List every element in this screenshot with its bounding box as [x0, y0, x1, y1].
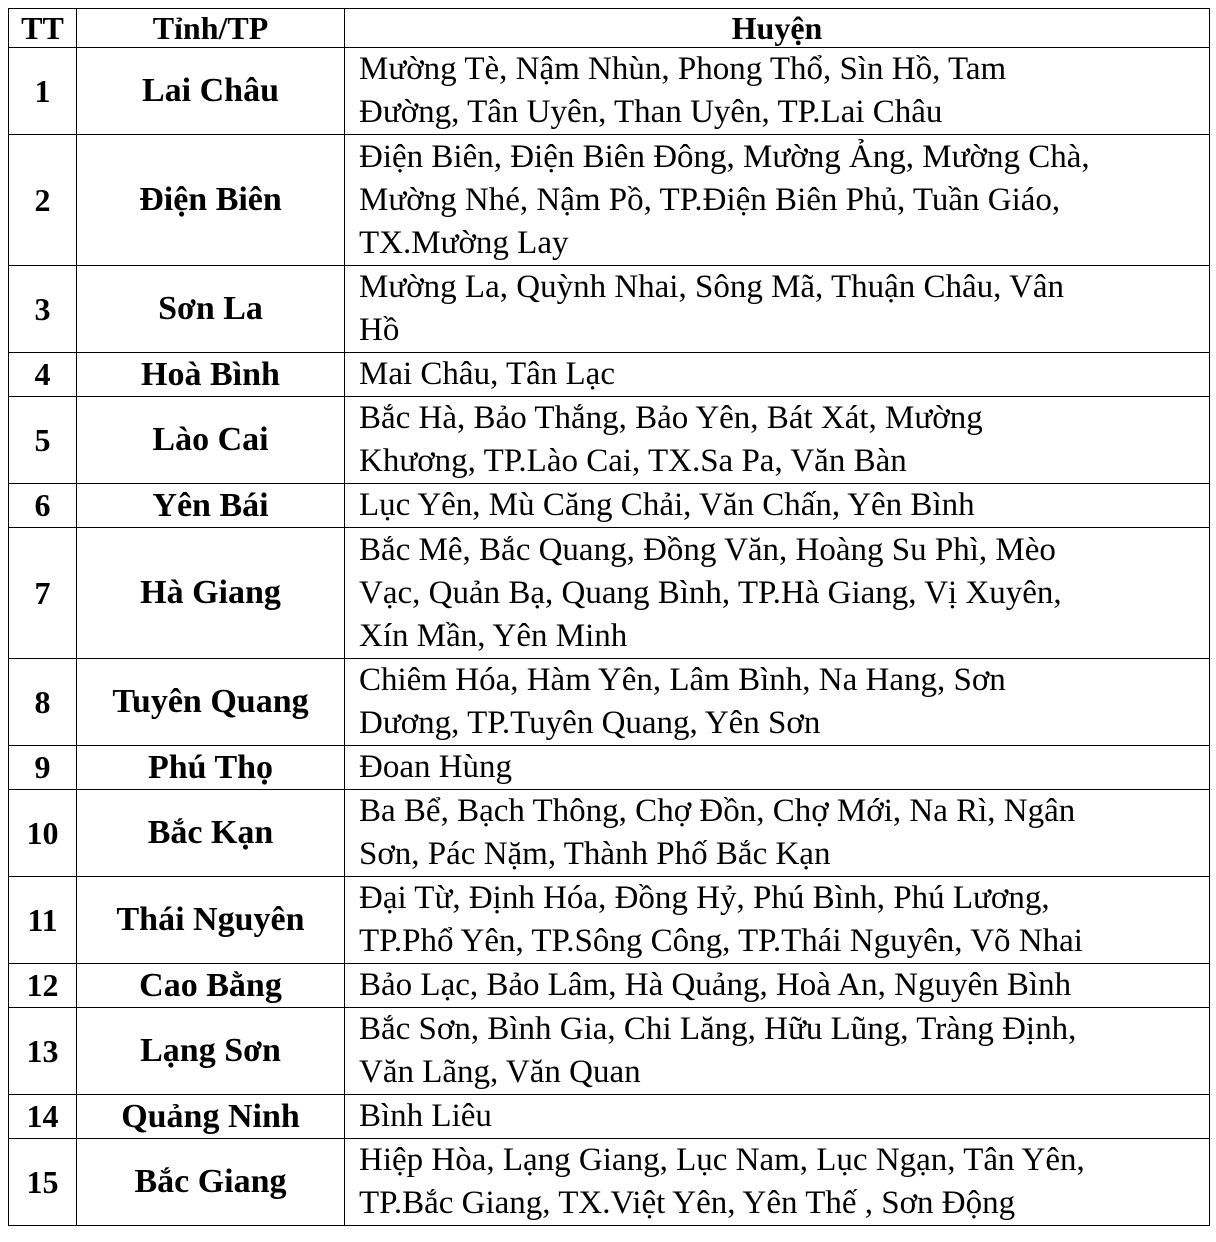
district-list [345, 790, 1210, 877]
district-list [345, 659, 1210, 746]
province-name: Cao Bằng [77, 964, 345, 1008]
table-body [9, 48, 1210, 1226]
district-list [345, 746, 1210, 790]
table-row [9, 48, 1210, 135]
district-line: Văn Lãng, Văn Quan [359, 1054, 641, 1090]
table-header-row [9, 9, 1210, 48]
district-line: Bảo Lạc, Bảo Lâm, Hà Quảng, Hoà An, Nguyên Bình [359, 967, 1072, 1003]
district-list [345, 1139, 1210, 1226]
table-row [9, 964, 1210, 1008]
district-line: Bắc Hà, Bảo Thắng, Bảo Yên, Bát Xát, Mường [359, 400, 983, 436]
row-number: 7 [9, 528, 77, 659]
header-province: Tỉnh/TP [77, 9, 345, 48]
province-name: Điện Biên [77, 135, 345, 266]
district-line: Bắc Sơn, Bình Gia, Chi Lăng, Hữu Lũng, Tràng Định, [359, 1011, 1077, 1047]
district-line: Lục Yên, Mù Căng Chải, Văn Chấn, Yên Bình [359, 487, 975, 523]
district-list [345, 484, 1210, 528]
row-number: 9 [9, 746, 77, 790]
district-line: Xín Mần, Yên Minh [359, 617, 628, 654]
province-name: Lai Châu [77, 48, 345, 135]
province-name: Lạng Sơn [77, 1008, 345, 1095]
district-line: Sơn, Pác Nặm, Thành Phố Bắc Kạn [359, 836, 831, 872]
table-row [9, 1008, 1210, 1095]
district-line: Mường La, Quỳnh Nhai, Sông Mã, Thuận Châu, Vân [359, 269, 1065, 305]
table-row [9, 659, 1210, 746]
district-line: TP.Bắc Giang, TX.Việt Yên, Yên Thế , Sơn Động [359, 1185, 1016, 1221]
row-number: 8 [9, 659, 77, 746]
row-number: 10 [9, 790, 77, 877]
province-name: Tuyên Quang [77, 659, 345, 746]
district-list [345, 964, 1210, 1008]
district-line: Khương, TP.Lào Cai, TX.Sa Pa, Văn Bàn [359, 443, 907, 479]
district-line: Vạc, Quản Bạ, Quang Bình, TP.Hà Giang, Vị Xuyên, [359, 574, 1062, 611]
header-tt: TT [9, 9, 77, 48]
district-line: Bình Liêu [359, 1098, 492, 1134]
province-name: Bắc Kạn [77, 790, 345, 877]
district-line: Hiệp Hòa, Lạng Giang, Lục Nam, Lục Ngạn, Tân Yên, [359, 1142, 1085, 1178]
district-list [345, 135, 1210, 266]
district-list [345, 1095, 1210, 1139]
district-list [345, 266, 1210, 353]
province-name: Bắc Giang [77, 1139, 345, 1226]
district-line: Hồ [359, 312, 400, 348]
row-number: 11 [9, 877, 77, 964]
province-name: Hà Giang [77, 528, 345, 659]
province-name: Sơn La [77, 266, 345, 353]
row-number: 3 [9, 266, 77, 353]
row-number: 13 [9, 1008, 77, 1095]
district-line: TX.Mường Lay [359, 224, 569, 261]
table-row [9, 790, 1210, 877]
province-name: Phú Thọ [77, 746, 345, 790]
district-line: Mường Tè, Nậm Nhùn, Phong Thổ, Sìn Hồ, Tam [359, 51, 1007, 87]
table-row [9, 266, 1210, 353]
district-list [345, 877, 1210, 964]
row-number: 4 [9, 353, 77, 397]
row-number: 5 [9, 397, 77, 484]
table-row [9, 397, 1210, 484]
district-line: Chiêm Hóa, Hàm Yên, Lâm Bình, Na Hang, Sơn [359, 662, 1006, 698]
district-line: Đại Từ, Định Hóa, Đồng Hỷ, Phú Bình, Phú Lương, [359, 880, 1050, 916]
table-row [9, 484, 1210, 528]
province-name: Quảng Ninh [77, 1095, 345, 1139]
district-line: Đoan Hùng [359, 749, 513, 785]
district-line: Bắc Mê, Bắc Quang, Đồng Văn, Hoàng Su Phì, Mèo [359, 531, 1056, 568]
row-number: 12 [9, 964, 77, 1008]
row-number: 15 [9, 1139, 77, 1226]
district-list [345, 528, 1210, 659]
province-name: Thái Nguyên [77, 877, 345, 964]
district-list [345, 353, 1210, 397]
row-number: 6 [9, 484, 77, 528]
table-row [9, 135, 1210, 266]
district-line: Mai Châu, Tân Lạc [359, 356, 615, 392]
district-list [345, 397, 1210, 484]
row-number: 14 [9, 1095, 77, 1139]
row-number: 2 [9, 135, 77, 266]
table-row [9, 528, 1210, 659]
district-line: Dương, TP.Tuyên Quang, Yên Sơn [359, 705, 821, 741]
district-list [345, 1008, 1210, 1095]
table-row [9, 1139, 1210, 1226]
table-row [9, 1095, 1210, 1139]
district-list [345, 48, 1210, 135]
province-name: Yên Bái [77, 484, 345, 528]
table-row [9, 877, 1210, 964]
province-name: Hoà Bình [77, 353, 345, 397]
district-line: TP.Phổ Yên, TP.Sông Công, TP.Thái Nguyên, Võ Nhai [359, 923, 1083, 959]
table-row [9, 746, 1210, 790]
row-number: 1 [9, 48, 77, 135]
province-district-table [8, 8, 1210, 1226]
header-district: Huyện [345, 9, 1210, 48]
district-line: Mường Nhé, Nậm Pồ, TP.Điện Biên Phủ, Tuần Giáo, [359, 181, 1061, 218]
district-line: Đường, Tân Uyên, Than Uyên, TP.Lai Châu [359, 94, 943, 130]
table-row [9, 353, 1210, 397]
district-line: Ba Bể, Bạch Thông, Chợ Đồn, Chợ Mới, Na Rì, Ngân [359, 793, 1076, 829]
district-line: Điện Biên, Điện Biên Đông, Mường Ảng, Mường Chà, [359, 138, 1090, 175]
province-name: Lào Cai [77, 397, 345, 484]
